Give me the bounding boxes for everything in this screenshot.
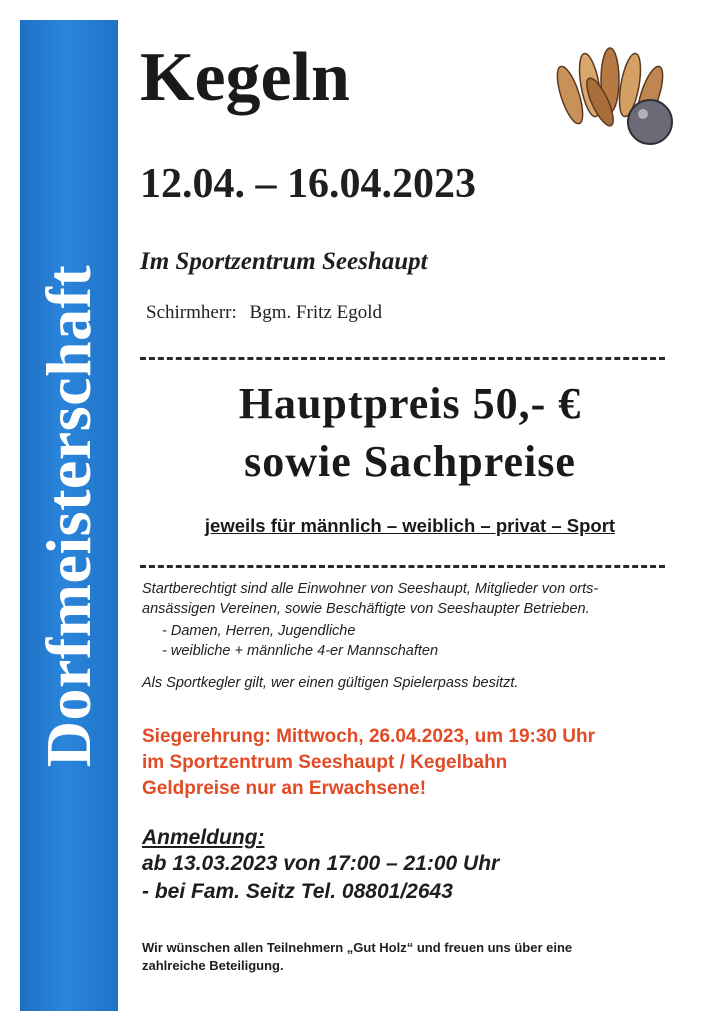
ceremony-line-3: Geldpreise nur an Erwachsene! (142, 778, 427, 799)
eligibility-item: - weibliche + männliche 4-er Mannschaften (162, 643, 439, 659)
main-prize: Hauptpreis 50,- € (238, 379, 582, 428)
venue: Im Sportzentrum Seeshaupt (140, 248, 428, 275)
eligibility-item: - Damen, Herren, Jugendliche (162, 623, 356, 639)
categories: jeweils für männlich – weiblich – privat – Sport (204, 515, 616, 536)
event-dates: 12.04. – 16.04.2023 (140, 161, 476, 207)
eligibility-line-2: ansässigen Vereinen, sowie Beschäftigte von Seeshaupter Betrieben. (142, 601, 590, 617)
eligibility-line-1: Startberechtigt sind alle Einwohner von Seeshaupt, Mitglieder von orts- (142, 581, 599, 597)
banner-title: Dorfmeisterschaft (33, 264, 104, 767)
registration-time: ab 13.03.2023 von 17:00 – 21:00 Uhr (142, 852, 500, 875)
registration-heading: Anmeldung: (142, 826, 265, 849)
vertical-banner (20, 20, 118, 1011)
secondary-prize: sowie Sachpreise (244, 437, 576, 486)
bowling-pins-ball-icon (540, 40, 680, 148)
page-title: Kegeln (140, 39, 350, 116)
ceremony-line-1: Siegerehrung: Mittwoch, 26.04.2023, um 19:30 Uhr (142, 726, 595, 747)
ceremony-line-2: im Sportzentrum Seeshaupt / Kegelbahn (142, 752, 508, 773)
footer-line-2: zahlreiche Beteiligung. (142, 958, 284, 973)
divider-top (140, 357, 665, 360)
patron-name: Bgm. Fritz Egold (249, 302, 382, 323)
divider-bottom (140, 565, 665, 568)
patron-label: Schirmherr: (146, 302, 237, 323)
patron-line (146, 302, 382, 324)
footer-line-1: Wir wünschen allen Teilnehmern „Gut Holz“ und freuen uns über eine (142, 940, 573, 955)
registration-contact: - bei Fam. Seitz Tel. 08801/2643 (142, 880, 453, 903)
eligibility-note: Als Sportkegler gilt, wer einen gültigen Spielerpass besitzt. (142, 675, 519, 691)
